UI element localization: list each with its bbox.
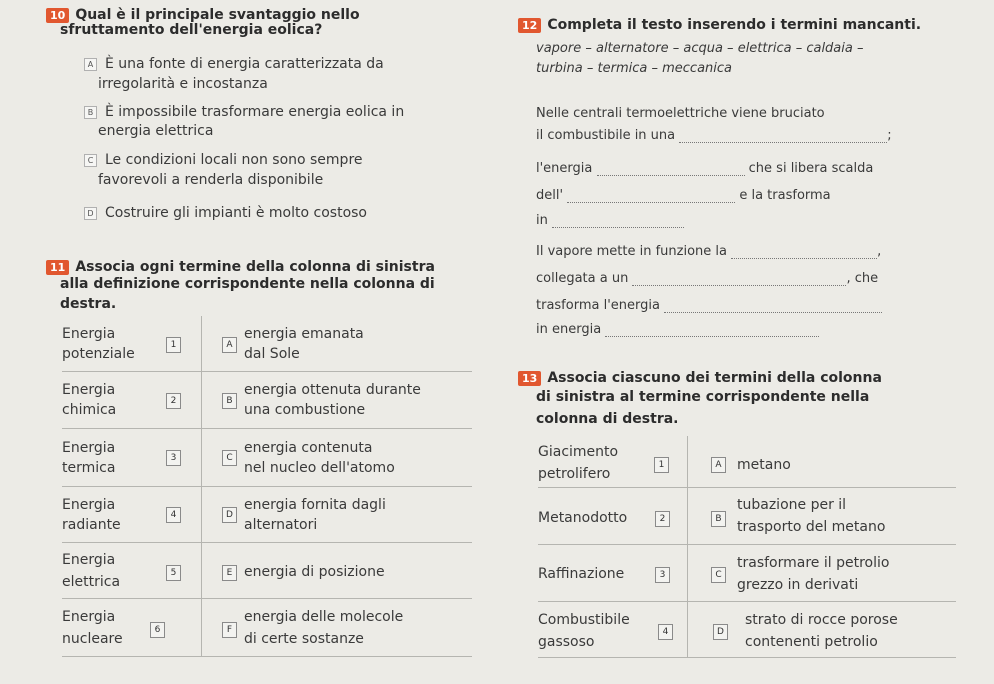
- row-divider: [538, 601, 956, 602]
- q13-instruction-line3: colonna di destra.: [536, 411, 679, 427]
- q13-instruction-line1: Associa ciascuno dei termini della colonna: [547, 370, 882, 386]
- row-divider: [62, 428, 472, 429]
- q11-term: Energia: [62, 552, 116, 568]
- q10-option-a[interactable]: [84, 56, 384, 72]
- q13-definition: strato di rocce porose: [745, 612, 898, 628]
- q13-term: Giacimento: [538, 444, 619, 460]
- option-letter: B: [84, 106, 97, 119]
- q10-question-line1: Qual è il principale svantaggio nello: [75, 7, 360, 23]
- q11-definition: energia contenuta: [244, 440, 373, 456]
- q12-blank-4[interactable]: [552, 227, 684, 228]
- q12-text: collegata a un: [536, 271, 629, 286]
- q13-definition: trasformare il petrolio: [737, 555, 890, 571]
- q11-term-line2: termica: [62, 460, 116, 476]
- q10-option-a-line2: irregolarità e incostanza: [98, 76, 268, 92]
- option-text: È impossibile trasformare energia eolica in: [105, 104, 405, 120]
- q11-number-box[interactable]: 6: [150, 622, 165, 638]
- q12-text: ;: [887, 128, 892, 143]
- q12-blank-7[interactable]: [664, 312, 882, 313]
- q13-column-divider: [687, 436, 688, 658]
- q13-term: Metanodotto: [538, 510, 628, 526]
- q11-letter-box[interactable]: E: [222, 565, 237, 581]
- q13-definition-line2: trasporto del metano: [737, 519, 886, 535]
- row-divider: [538, 487, 956, 488]
- option-text: È una fonte di energia caratterizzata da: [105, 56, 384, 72]
- q11-letter-box[interactable]: A: [222, 337, 237, 353]
- option-letter: A: [84, 58, 97, 71]
- q10-option-c-line2: favorevoli a renderla disponibile: [98, 172, 324, 188]
- q10-header: [46, 4, 360, 23]
- q11-term: Energia: [62, 382, 116, 398]
- q10-option-d[interactable]: [84, 205, 367, 221]
- q11-number-box[interactable]: 5: [166, 565, 181, 581]
- q13-definition-line2: contenenti petrolio: [745, 634, 878, 650]
- option-letter: D: [84, 207, 97, 220]
- option-text: Le condizioni locali non sono sempre: [105, 152, 363, 168]
- q11-term-line2: nucleare: [62, 631, 123, 647]
- q12-header: [518, 14, 921, 33]
- q13-number-box[interactable]: 3: [655, 567, 670, 583]
- q12-text-line7: [536, 271, 878, 286]
- q11-definition: energia emanata: [244, 326, 364, 342]
- q13-number-box[interactable]: 4: [658, 624, 673, 640]
- q13-definition: metano: [737, 457, 791, 473]
- q10-badge: 10: [46, 8, 69, 23]
- q12-text-line3: [536, 161, 873, 176]
- q13-letter-box[interactable]: D: [713, 624, 728, 640]
- q12-blank-3[interactable]: [567, 202, 735, 203]
- q12-text: trasforma l'energia: [536, 298, 660, 313]
- q11-term-line2: radiante: [62, 517, 121, 533]
- q11-instruction-line1: Associa ogni termine della colonna di sinistra: [75, 259, 435, 275]
- q12-text: ,: [877, 244, 882, 259]
- q11-definition: energia fornita dagli: [244, 497, 386, 513]
- q12-badge: 12: [518, 18, 541, 33]
- q12-text: Il vapore mette in funzione la: [536, 244, 727, 259]
- q11-term: Energia: [62, 609, 116, 625]
- row-divider: [62, 486, 472, 487]
- q11-number-box[interactable]: 2: [166, 393, 181, 409]
- q12-text: e la trasforma: [739, 188, 831, 203]
- q11-instruction-line2: alla definizione corrispondente nella colonna di: [60, 276, 435, 292]
- q13-letter-box[interactable]: A: [711, 457, 726, 473]
- q11-definition-line2: di certe sostanze: [244, 631, 364, 647]
- q12-text: in: [536, 213, 548, 228]
- q11-number-box[interactable]: 3: [166, 450, 181, 466]
- row-divider: [62, 542, 472, 543]
- q11-definition-line2: dal Sole: [244, 346, 300, 362]
- q11-letter-box[interactable]: D: [222, 507, 237, 523]
- q11-definition: energia ottenuta durante: [244, 382, 421, 398]
- q12-text: il combustibile in una: [536, 128, 676, 143]
- q13-number-box[interactable]: 1: [654, 457, 669, 473]
- q12-blank-5[interactable]: [731, 258, 877, 259]
- q11-letter-box[interactable]: C: [222, 450, 237, 466]
- q12-text-line2: [536, 128, 892, 143]
- q13-term-line2: gassoso: [538, 634, 595, 650]
- q13-number-box[interactable]: 2: [655, 511, 670, 527]
- q11-badge: 11: [46, 260, 69, 275]
- q11-term: Energia: [62, 440, 116, 456]
- q11-letter-box[interactable]: F: [222, 622, 237, 638]
- q12-text: in energia: [536, 322, 602, 337]
- q12-text-line6: [536, 244, 881, 259]
- q11-definition-line2: una combustione: [244, 402, 366, 418]
- row-divider: [62, 371, 472, 372]
- row-divider: [538, 544, 956, 545]
- q13-term-line2: petrolifero: [538, 466, 611, 482]
- q11-term-line2: potenziale: [62, 346, 135, 362]
- q11-instruction-line3: destra.: [60, 296, 117, 312]
- q11-term-line2: chimica: [62, 402, 117, 418]
- option-text: Costruire gli impianti è molto costoso: [105, 205, 367, 221]
- row-divider: [62, 656, 472, 657]
- q12-blank-6[interactable]: [632, 285, 846, 286]
- q11-definition-line2: alternatori: [244, 517, 318, 533]
- q13-term: Raffinazione: [538, 566, 625, 582]
- q13-letter-box[interactable]: C: [711, 567, 726, 583]
- q12-text: dell': [536, 188, 564, 203]
- q12-text-line9: [536, 322, 819, 337]
- q13-badge: 13: [518, 371, 541, 386]
- q12-blank-8[interactable]: [605, 336, 819, 337]
- q12-blank-2[interactable]: [597, 175, 745, 176]
- q12-word-bank-line2: turbina – termica – meccanica: [536, 61, 732, 76]
- q11-number-box[interactable]: 4: [166, 507, 181, 523]
- q10-question-line2: sfruttamento dell'energia eolica?: [60, 22, 323, 38]
- q12-text-line5: [536, 213, 684, 228]
- q11-letter-box[interactable]: B: [222, 393, 237, 409]
- q11-term: Energia: [62, 326, 116, 342]
- q13-term: Combustibile: [538, 612, 630, 628]
- q11-definition: energia delle molecole: [244, 609, 404, 625]
- q13-header: [518, 367, 882, 386]
- q11-number-box[interactable]: 1: [166, 337, 181, 353]
- q11-header: [46, 256, 435, 275]
- q13-definition: tubazione per il: [737, 497, 847, 513]
- q12-text: che si libera scalda: [748, 161, 874, 176]
- q11-definition-line2: nel nucleo dell'atomo: [244, 460, 395, 476]
- q13-instruction-line2: di sinistra al termine corrispondente nella: [536, 389, 870, 405]
- q12-text-line8: [536, 298, 882, 313]
- q12-text: , che: [846, 271, 879, 286]
- q12-word-bank-line1: vapore – alternatore – acqua – elettrica – caldaia –: [536, 41, 864, 56]
- q12-text-line4: [536, 188, 831, 203]
- row-divider: [62, 598, 472, 599]
- q12-blank-1[interactable]: [679, 142, 887, 143]
- q13-letter-box[interactable]: B: [711, 511, 726, 527]
- row-divider: [538, 657, 956, 658]
- q11-term: Energia: [62, 497, 116, 513]
- q12-text: l'energia: [536, 161, 593, 176]
- option-letter: C: [84, 154, 97, 167]
- q10-option-b[interactable]: [84, 104, 404, 120]
- q10-option-b-line2: energia elettrica: [98, 123, 214, 139]
- q12-instruction: Completa il testo inserendo i termini mancanti.: [547, 17, 922, 33]
- q11-definition: energia di posizione: [244, 564, 385, 580]
- q12-text-line1: Nelle centrali termoelettriche viene bruciato: [536, 106, 825, 121]
- q10-option-c[interactable]: [84, 152, 363, 168]
- q13-definition-line2: grezzo in derivati: [737, 577, 859, 593]
- q11-term-line2: elettrica: [62, 574, 121, 590]
